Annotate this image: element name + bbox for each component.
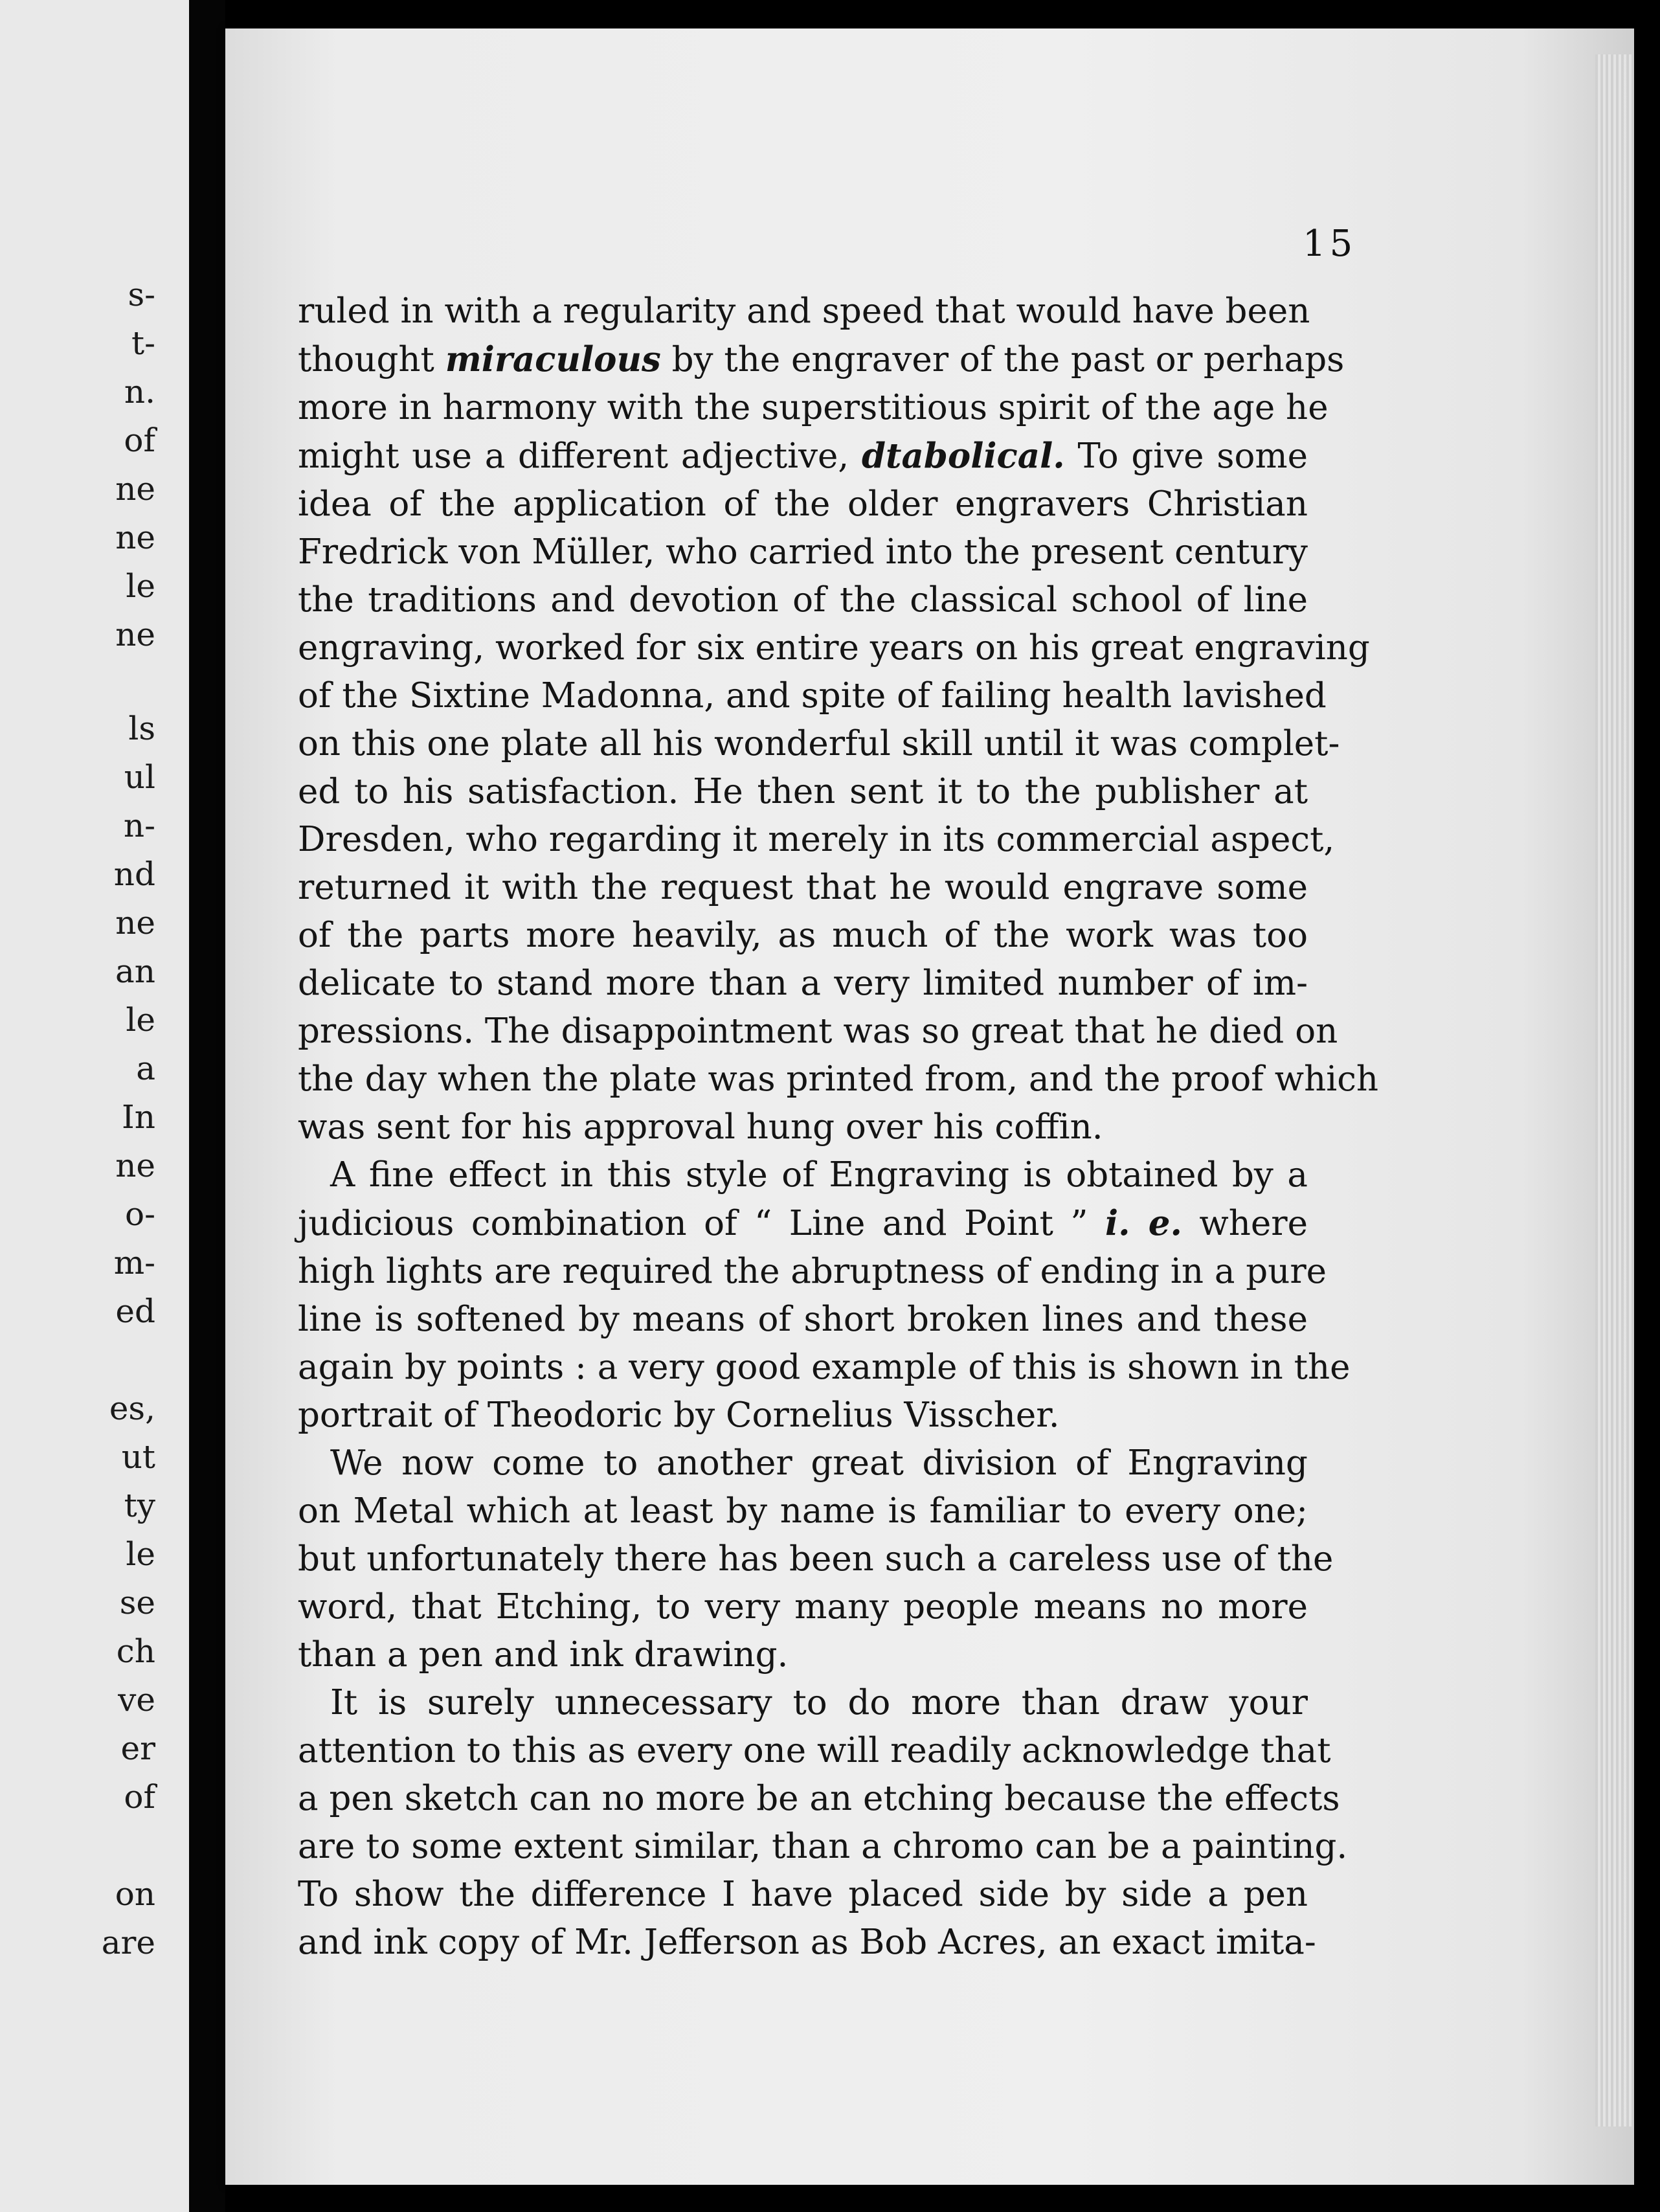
text-line: We now come to another great division of Engraving <box>330 1443 1308 1483</box>
facing-page-text-fragment: ve <box>118 1681 155 1719</box>
text-line: A fine effect in this style of Engraving is obtained by a <box>330 1155 1308 1195</box>
facing-page-text-fragment: o- <box>125 1195 155 1233</box>
text-line: engraving, worked for six entire years on his great engraving <box>298 628 1370 668</box>
paragraph-1 <box>298 288 1379 1151</box>
text-line: the day when the plate was printed from, and the proof which <box>298 1059 1379 1099</box>
facing-page-text-fragment: m- <box>113 1244 155 1281</box>
paragraph-2 <box>298 1151 1351 1439</box>
text-line: on this one plate all his wonderful skill until it was complet- <box>298 724 1340 763</box>
text-line: the traditions and devotion of the classical school of line <box>298 580 1308 620</box>
text-line: delicate to stand more than a very limited number of im- <box>298 964 1308 1003</box>
text-line: on Metal which at least by name is familiar to every one; <box>298 1491 1308 1531</box>
text-line: judicious combination of “ Line and Point ” i. e. where <box>298 1203 1308 1243</box>
facing-page-text-fragment: ch <box>116 1632 155 1670</box>
paragraph-4 <box>298 1679 1348 1967</box>
text-line: again by points : a very good example of this is shown in the <box>298 1348 1351 1387</box>
book-binding-gutter <box>189 0 225 2212</box>
paragraph-3 <box>298 1439 1334 1679</box>
facing-page-text-fragment: n- <box>123 807 155 844</box>
facing-page-text-fragment: ne <box>115 519 155 556</box>
text-line: might use a different adjective, dtabolical. To give some <box>298 436 1308 476</box>
text-line: ruled in with a regularity and speed that would have been <box>298 291 1310 331</box>
text-line: are to some extent similar, than a chromo can be a painting. <box>298 1827 1348 1866</box>
facing-page-text-fragment: a <box>136 1050 155 1087</box>
facing-page-text-fragment: ne <box>115 1147 155 1184</box>
facing-page-text-fragment: s- <box>128 276 155 313</box>
text-line: was sent for his approval hung over his coffin. <box>298 1107 1103 1147</box>
text-line: more in harmony with the superstitious spirit of the age he <box>298 388 1329 427</box>
facing-page-text-fragment: es, <box>109 1390 155 1427</box>
facing-page-text-fragment: ut <box>121 1438 155 1476</box>
text-line: high lights are required the abruptness of ending in a pure <box>298 1252 1327 1291</box>
facing-page-text-fragment: le <box>126 1001 155 1039</box>
book-page <box>225 28 1634 2185</box>
text-line: returned it with the request that he would engrave some <box>298 868 1308 907</box>
facing-page-fragment <box>0 0 189 2212</box>
facing-page-text-fragment: In <box>122 1098 155 1136</box>
text-line: It is surely unnecessary to do more than draw your <box>330 1683 1308 1722</box>
text-line: and ink copy of Mr. Jefferson as Bob Acres, an exact imita- <box>298 1923 1316 1962</box>
text-line: pressions. The disappointment was so great that he died on <box>298 1011 1338 1051</box>
facing-page-text-fragment: ul <box>124 758 155 796</box>
facing-page-text-fragment: n. <box>124 373 155 411</box>
text-line: ed to his satisfaction. He then sent it to the publisher at <box>298 772 1308 811</box>
text-line: idea of the application of the older engravers Christian <box>298 484 1308 524</box>
facing-page-text-fragment: are <box>101 1924 155 1961</box>
facing-page-text-fragment: le <box>126 567 155 605</box>
text-line: of the Sixtine Madonna, and spite of failing health lavished <box>298 676 1327 716</box>
facing-page-text-fragment: on <box>115 1875 155 1913</box>
text-line: attention to this as every one will readily acknowledge that <box>298 1731 1331 1770</box>
facing-page-text-fragment: an <box>115 953 155 990</box>
text-line: word, that Etching, to very many people means no more <box>298 1587 1308 1627</box>
text-line: a pen sketch can no more be an etching because the effects <box>298 1779 1340 1818</box>
text-line: but unfortunately there has been such a careless use of the <box>298 1539 1334 1579</box>
facing-page-text-fragment: of <box>124 422 155 459</box>
facing-page-text-fragment: se <box>119 1584 155 1621</box>
facing-page-text-fragment: er <box>120 1730 155 1767</box>
facing-page-text-fragment: le <box>126 1535 155 1573</box>
text-line: of the parts more heavily, as much of the work was too <box>298 916 1308 955</box>
facing-page-text-fragment: ne <box>115 470 155 508</box>
text-line: To show the difference I have placed side by side a pen <box>298 1875 1308 1914</box>
text-line: thought miraculous by the engraver of the past or perhaps <box>298 339 1345 379</box>
text-line: Fredrick von Müller, who carried into the present century <box>298 532 1308 572</box>
page-edges <box>1595 54 1634 2127</box>
facing-page-text-fragment: nd <box>113 855 155 893</box>
facing-page-text-fragment: ne <box>115 616 155 653</box>
body-text <box>298 288 1379 1967</box>
facing-page-text-fragment: ed <box>115 1292 155 1330</box>
text-line: Dresden, who regarding it merely in its commercial aspect, <box>298 820 1335 859</box>
facing-page-text-fragment: ls <box>128 710 155 747</box>
facing-page-text-fragment: t- <box>131 324 155 362</box>
facing-page-text-fragment: ne <box>115 904 155 942</box>
text-line: line is softened by means of short broken lines and these <box>298 1300 1308 1339</box>
text-line: than a pen and ink drawing. <box>298 1635 789 1675</box>
facing-page-text-fragment: ty <box>124 1487 155 1524</box>
page-number: 15 <box>1303 223 1357 265</box>
facing-page-text-fragment: of <box>124 1778 155 1816</box>
text-line: portrait of Theodoric by Cornelius Visscher. <box>298 1395 1060 1435</box>
